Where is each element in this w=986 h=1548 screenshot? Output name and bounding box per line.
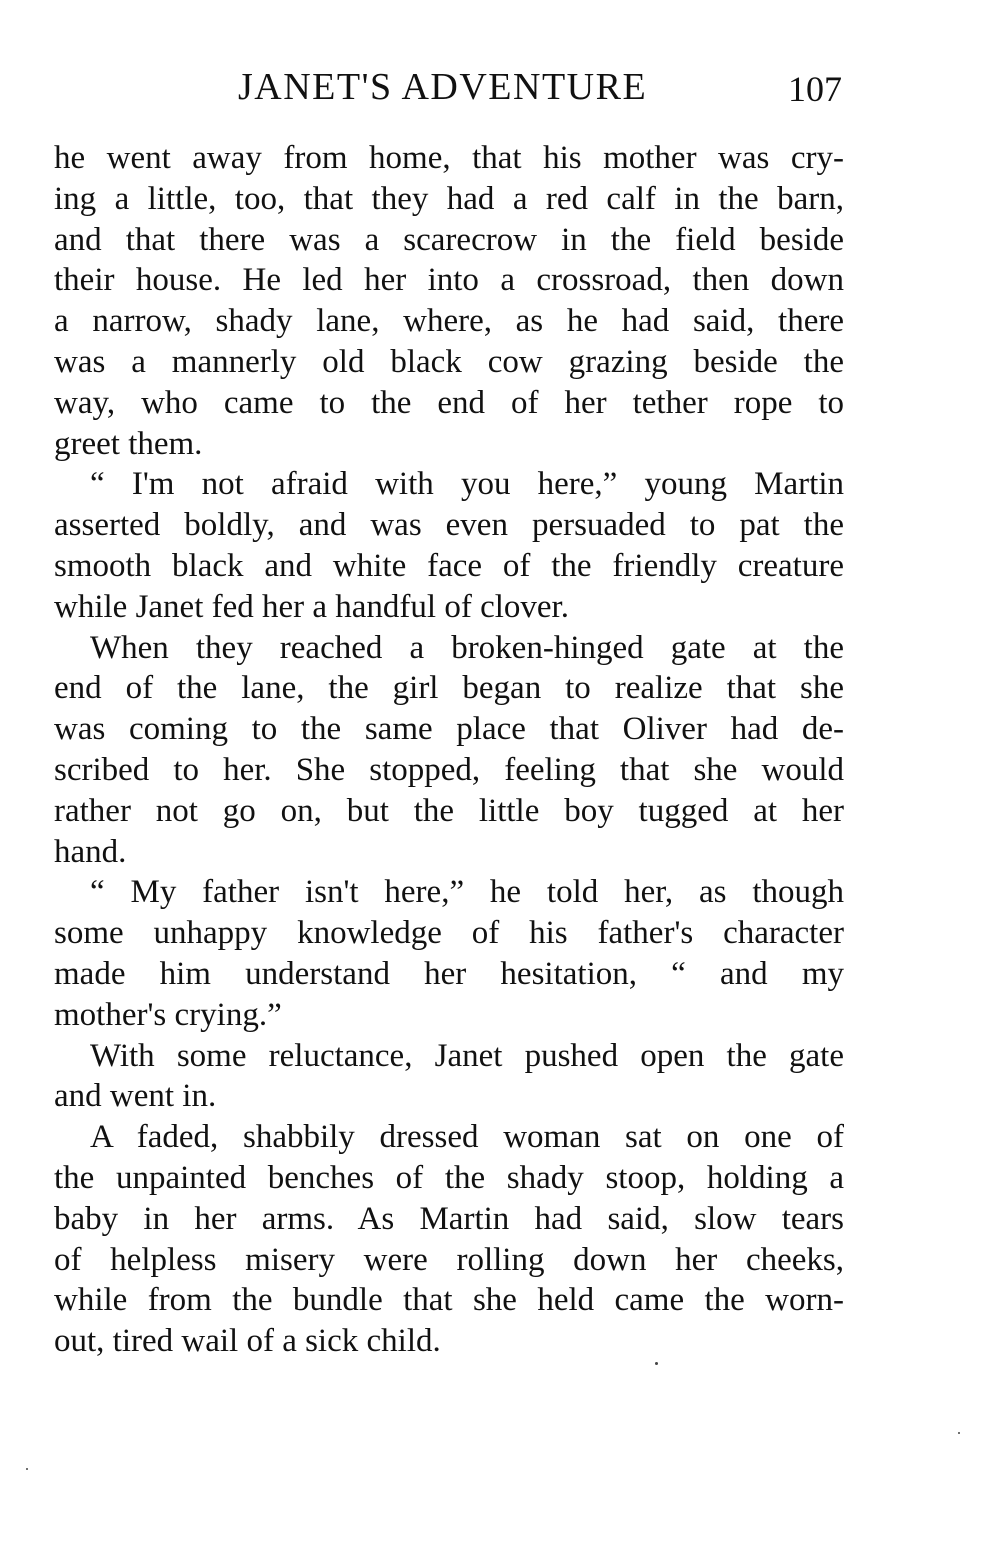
text-line: With some reluctance, Janet pushed open the gate: [90, 1037, 844, 1074]
page-title: JANET'S ADVENTURE: [238, 66, 648, 108]
text-line: mother's crying.”: [54, 996, 282, 1033]
text-line: a narrow, shady lane, where, as he had said, there: [54, 303, 844, 340]
text-line: was a mannerly old black cow grazing beside the: [54, 343, 844, 380]
scan-speck: [655, 1362, 658, 1365]
text-line: A faded, shabbily dressed woman sat on one of: [90, 1119, 844, 1156]
text-line: some unhappy knowledge of his father's character: [54, 915, 844, 952]
page-number: 107: [788, 69, 842, 109]
text-line: way, who came to the end of her tether rope to: [54, 384, 844, 421]
text-line: made him understand her hesitation, “ and my: [54, 955, 844, 992]
text-line: ing a little, too, that they had a red calf in the barn,: [54, 180, 844, 217]
scan-speck: [26, 1468, 28, 1470]
body-text: [54, 138, 844, 1362]
paragraph: [54, 628, 844, 873]
text-line: scribed to her. She stopped, feeling that she would: [54, 751, 844, 788]
text-line: smooth black and white face of the friendly creature: [54, 547, 844, 584]
running-head: [0, 62, 986, 112]
text-line: and went in.: [54, 1078, 217, 1115]
paragraph: [54, 464, 844, 627]
text-line: rather not go on, but the little boy tugged at her: [54, 792, 844, 829]
text-line: was coming to the same place that Oliver had de-: [54, 711, 844, 748]
text-line: greet them.: [54, 425, 203, 462]
text-line: “ I'm not afraid with you here,” young Martin: [90, 466, 844, 503]
paragraph: [54, 1036, 844, 1118]
text-line: the unpainted benches of the shady stoop, holding a: [54, 1159, 844, 1196]
text-line: end of the lane, the girl began to realize that she: [54, 670, 844, 707]
text-line: hand.: [54, 833, 127, 870]
text-line: he went away from home, that his mother was cry-: [54, 140, 844, 176]
text-line: of helpless misery were rolling down her cheeks,: [54, 1241, 844, 1278]
text-line: “ My father isn't here,” he told her, as though: [90, 874, 844, 911]
paragraph: [54, 138, 844, 464]
scan-speck: [958, 1432, 960, 1434]
paragraph: [54, 872, 844, 1035]
text-line: and that there was a scarecrow in the field beside: [54, 221, 844, 258]
text-line: while from the bundle that she held came the worn-: [54, 1282, 844, 1319]
text-line: asserted boldly, and was even persuaded to pat the: [54, 507, 844, 544]
text-line: their house. He led her into a crossroad, then down: [54, 262, 844, 299]
text-line: When they reached a broken-hinged gate at the: [90, 629, 844, 666]
text-line: out, tired wail of a sick child.: [54, 1323, 441, 1360]
paragraph: [54, 1117, 844, 1362]
text-line: baby in her arms. As Martin had said, slow tears: [54, 1200, 844, 1237]
text-line: while Janet fed her a handful of clover.: [54, 588, 569, 625]
